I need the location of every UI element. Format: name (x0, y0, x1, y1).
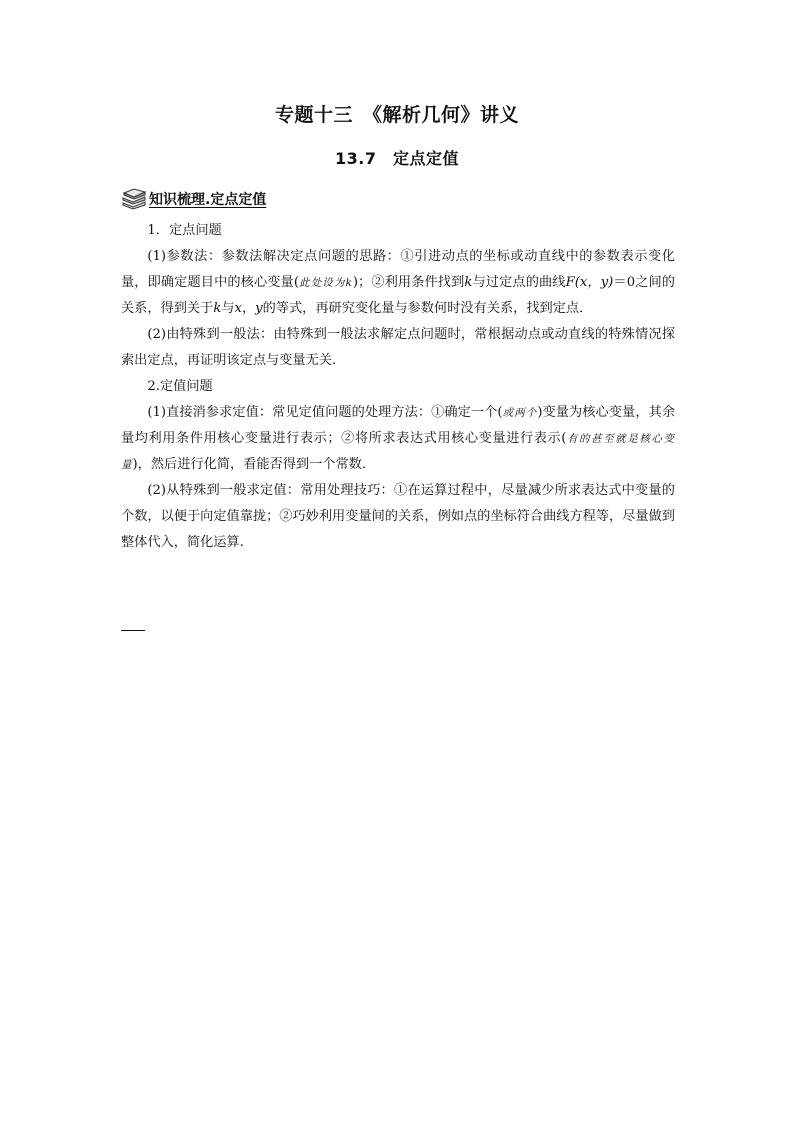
divider-line (121, 630, 145, 631)
content-body (121, 218, 675, 556)
paragraph-direct-elimination: (1)直接消参求定值：常见定值问题的处理方法：①确定一个(或两个)变量为核心变量，其余量均利用条件用核心变量进行表示；②将所求表达式用核心变量进行表示(有的甚至就是核心变量)，然后进行化简，看能否得到一个常数． (121, 405, 676, 472)
heading-fixed-point: 1．定点问题 (147, 223, 222, 238)
paragraph-special-to-general: (2)由特殊到一般法：由特殊到一般法求解定点问题时，常根据动点或动直线的特殊情况探索出定点，再证明该定点与变量无关. (121, 327, 675, 368)
paragraph-special-to-general-value: (2)从特殊到一般求定值：常用处理技巧：①在运算过程中，尽量减少所求表达式中变量的个数，以便于向定值靠拢；②巧妙利用变量间的关系，例如点的坐标符合曲线方程等，尽量做到整体代入，简化运算. (121, 483, 675, 550)
page-subtitle: 13.7 定点定值 (335, 149, 459, 168)
section-heading (121, 187, 266, 211)
page-title: 专题十三 《解析几何》讲义 (274, 104, 519, 126)
books-icon (121, 188, 147, 210)
paragraph-parameter-method: (1)参数法：参数法解决定点问题的思路：①引进动点的坐标或动直线中的参数表示变化量，即确定题目中的核心变量(此处设为k)；②利用条件找到k与过定点的曲线F(x，y)＝0之间的关系，得到关于k与x，y的等式，再研究变化量与参数何时没有关系，找到定点． (121, 249, 675, 316)
section-label: 知识梳理.定点定值 (149, 192, 267, 208)
heading-fixed-value: 2.定值问题 (147, 379, 213, 394)
